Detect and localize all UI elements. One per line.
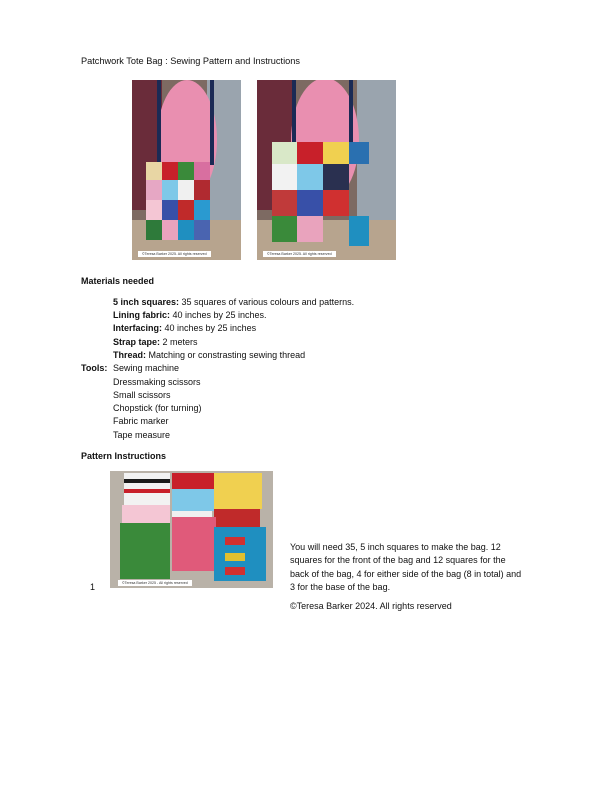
copyright-notice: ©Teresa Barker 2024. All rights reserved bbox=[290, 601, 452, 611]
step-number: 1 bbox=[90, 582, 96, 592]
tool-item: Tape measure bbox=[113, 430, 171, 440]
pattern-heading: Pattern Instructions bbox=[81, 451, 167, 461]
material-item: 5 inch squares: 35 squares of various colours and patterns. bbox=[113, 297, 355, 307]
squares-photo-caption: ©Teresa Barker 2025 - All rights reserved bbox=[118, 580, 192, 586]
fabric-squares-illustration bbox=[110, 471, 273, 588]
tool-item: Small scissors bbox=[113, 390, 171, 400]
photo-caption: ©Teresa Barker 2025. All rights reserved bbox=[138, 251, 211, 257]
photo-caption: ©Teresa Barker 2025. All rights reserved bbox=[263, 251, 336, 257]
squares-photo bbox=[110, 471, 273, 588]
material-item: Interfacing: 40 inches by 25 inches bbox=[113, 323, 257, 333]
step-instructions: You will need 35, 5 inch squares to make the bag. 12 squares for the front of the bag and 12 squares for the back of the bag, 4 for either side of the bag (8 in total) and 3 for the base of the bag. bbox=[290, 542, 522, 593]
tote-photo-back bbox=[257, 80, 396, 260]
tool-item: Dressmaking scissors bbox=[113, 377, 201, 387]
tote-front-illustration bbox=[132, 80, 241, 260]
material-item: Lining fabric: 40 inches by 25 inches. bbox=[113, 310, 267, 320]
tool-item: Sewing machine bbox=[113, 363, 180, 373]
materials-heading: Materials needed bbox=[81, 276, 155, 286]
tool-item: Chopstick (for turning) bbox=[113, 403, 202, 413]
tote-back-illustration bbox=[257, 80, 396, 260]
page-title: Patchwork Tote Bag : Sewing Pattern and Instructions bbox=[81, 56, 300, 66]
material-item: Thread: Matching or constrasting sewing thread bbox=[113, 350, 306, 360]
material-item: Strap tape: 2 meters bbox=[113, 337, 198, 347]
tote-photo-front bbox=[132, 80, 241, 260]
tool-item: Fabric marker bbox=[113, 416, 169, 426]
tools-label: Tools: bbox=[81, 363, 108, 373]
